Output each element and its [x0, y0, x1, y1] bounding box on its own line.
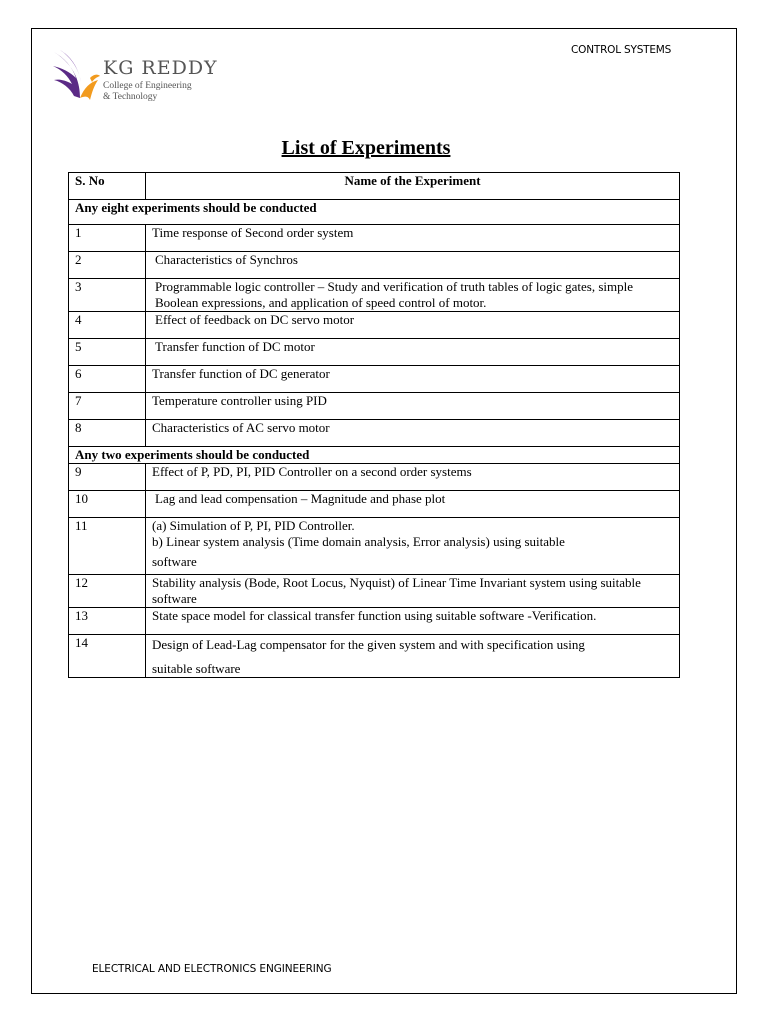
page-title: List of Experiments: [281, 137, 451, 159]
row-sno: 6: [69, 366, 146, 393]
table-row: [69, 518, 680, 575]
section-label: Any eight experiments should be conducted: [69, 200, 680, 225]
table-row: [69, 279, 680, 312]
experiments-table: [68, 172, 680, 678]
header-sno: S. No: [69, 173, 146, 200]
table-row: [69, 464, 680, 491]
row-name-line-a: (a) Simulation of P, PI, PID Controller.: [152, 518, 355, 533]
row-name-line-b: b) Linear system analysis (Time domain analysis, Error analysis) using suitable: [152, 534, 565, 549]
row-name: Transfer function of DC generator: [146, 366, 680, 393]
section-row: [69, 447, 680, 464]
logo-name: KG REDDY: [103, 57, 218, 79]
row-name: Characteristics of Synchros: [146, 252, 680, 279]
row-name-line-b: suitable software: [152, 661, 241, 676]
row-sno: 7: [69, 393, 146, 420]
table-row: [69, 339, 680, 366]
row-name: Temperature controller using PID: [146, 393, 680, 420]
table-header-row: [69, 173, 680, 200]
header-name: Name of the Experiment: [146, 173, 680, 200]
college-logo: [50, 48, 250, 108]
row-sno: 4: [69, 312, 146, 339]
section-row: [69, 200, 680, 225]
row-sno: 5: [69, 339, 146, 366]
table-row: [69, 312, 680, 339]
row-name-multiline: [146, 518, 680, 575]
row-sno: 9: [69, 464, 146, 491]
row-name-multiline: [146, 635, 680, 678]
row-sno: 2: [69, 252, 146, 279]
logo-subtitle-line1: College of Engineering: [103, 81, 192, 91]
table-row: [69, 635, 680, 678]
table-row: [69, 225, 680, 252]
row-name: Transfer function of DC motor: [146, 339, 680, 366]
table-row: [69, 366, 680, 393]
row-name: Programmable logic controller – Study and verification of truth tables of logic gates, simple Boolean expressions, and application of speed control of motor.: [146, 279, 680, 312]
section-label: Any two experiments should be conducted: [69, 447, 680, 464]
row-name: Stability analysis (Bode, Root Locus, Nyquist) of Linear Time Invariant system using suitable software: [146, 575, 680, 608]
row-name-line-c: software: [152, 554, 197, 569]
eagle-logo-icon: [50, 48, 102, 104]
course-title: CONTROL SYSTEMS: [571, 44, 672, 56]
row-sno: 11: [69, 518, 146, 575]
table-row: [69, 608, 680, 635]
table-row: [69, 252, 680, 279]
row-sno: 1: [69, 225, 146, 252]
row-sno: 13: [69, 608, 146, 635]
row-name: Characteristics of AC servo motor: [146, 420, 680, 447]
row-sno: 12: [69, 575, 146, 608]
row-sno: 3: [69, 279, 146, 312]
table-row: [69, 491, 680, 518]
table-row: [69, 420, 680, 447]
row-sno: 14: [69, 635, 146, 678]
department-footer: ELECTRICAL AND ELECTRONICS ENGINEERING: [92, 963, 332, 975]
table-row: [69, 393, 680, 420]
row-sno: 8: [69, 420, 146, 447]
row-name-line-a: Design of Lead-Lag compensator for the given system and with specification using: [152, 637, 585, 652]
row-name: State space model for classical transfer function using suitable software -Verification.: [146, 608, 680, 635]
logo-subtitle-line2: & Technology: [103, 92, 158, 102]
row-sno: 10: [69, 491, 146, 518]
row-name: Lag and lead compensation – Magnitude and phase plot: [146, 491, 680, 518]
row-name: Effect of P, PD, PI, PID Controller on a second order systems: [146, 464, 680, 491]
logo-subtitle: [103, 81, 192, 103]
row-name: Effect of feedback on DC servo motor: [146, 312, 680, 339]
row-name: Time response of Second order system: [146, 225, 680, 252]
table-row: [69, 575, 680, 608]
